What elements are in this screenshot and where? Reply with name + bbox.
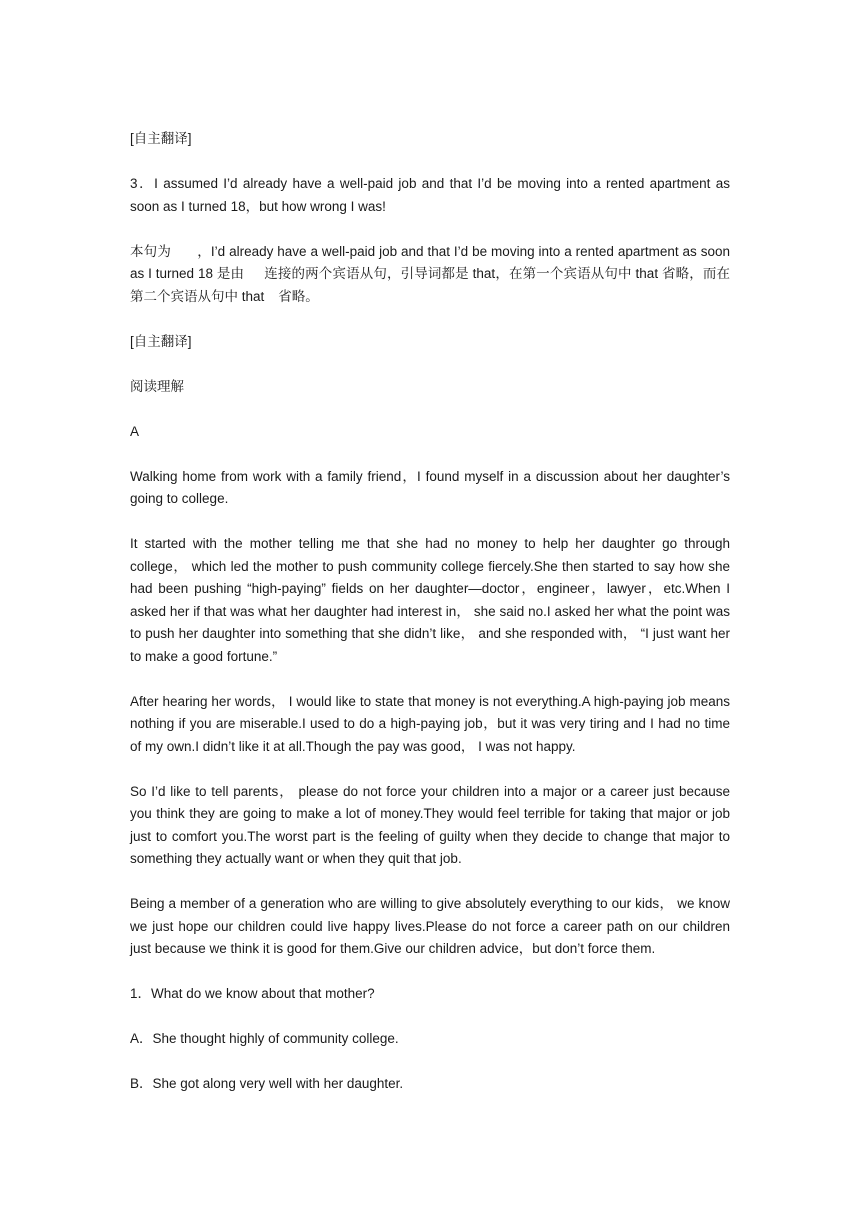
passage-paragraph: So I’d like to tell parents， please do not force your children into a major or a career just because you think they are going to make a lot of money.They would feel terrible for taking that major or job just to comfort you.The worst part is the feeling of guilty when they decide to change that major to something they actually want or when they quit that job.: [130, 783, 730, 866]
analysis-part-2: ，I’d already have a well-paid job and that I’d be moving into a rented apartment as soon as I turned 18 是由: [130, 243, 731, 281]
analysis-part-1: 本句为: [130, 243, 172, 259]
passage-paragraph: Walking home from work with a family friend，I found myself in a discussion about her daughter’s going to college.: [130, 468, 730, 506]
self-translate-label: [自主翻译]: [130, 333, 192, 349]
passage-label: A: [130, 423, 140, 439]
option-b: B．She got along very well with her daughter.: [130, 1076, 404, 1091]
section-title: 阅读理解: [130, 378, 184, 394]
option-a: A．She thought highly of community college.: [130, 1031, 399, 1046]
self-translate-label: [自主翻译]: [130, 131, 192, 146]
question-3-sentence: 3．I assumed I’d already have a well-paid job and that I’d be moving into a rented apartment as soon as I turned 18，but how wrong I was!: [130, 176, 730, 214]
analysis-part-3: 连接的两个宾语从句，引导词都是 that，在第一个宾语从句中 that 省略，而在第二个宾语从句中 that: [130, 266, 730, 304]
grammar-analysis: [130, 241, 730, 309]
analysis-part-4: 省略。: [278, 288, 319, 304]
passage-paragraph: After hearing her words， I would like to state that money is not everything.A high-paying job means nothing if you are miserable.I used to do a high-paying job，but it was very tiring and I had no time of my own.I didn’t like it at all.Though the pay was good， I was not happy.: [130, 693, 730, 754]
passage-paragraph: It started with the mother telling me that she had no money to help her daughter go through college， which led the mother to push community college fiercely.She then started to say how she had been pushing “high-paying” fields on her daughter—doctor，engineer，lawyer，etc.When I asked her if that was what her daughter had interest in， she said no.I asked her what the point was to push her daughter into something that she didn’t like， and she responded with， “I just want her to make a good fortune.”: [130, 536, 730, 664]
question-stem: 1．What do we know about that mother?: [130, 986, 375, 1001]
document-page: [130, 128, 730, 1096]
passage-paragraph: Being a member of a generation who are willing to give absolutely everything to our kids， we know we just hope our children could live happy lives.Please do not force a career path on our children just because we think it is good for them.Give our children advice，but don’t force them.: [130, 896, 730, 956]
